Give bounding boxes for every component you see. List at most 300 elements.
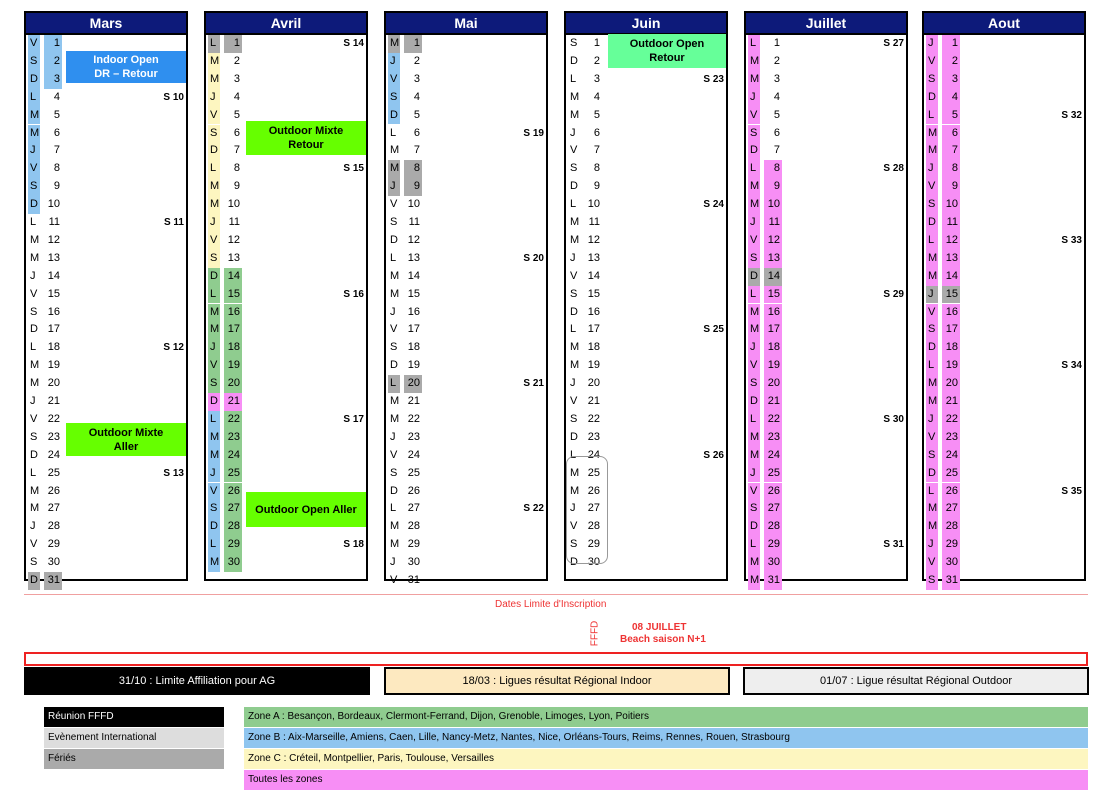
day-row [386, 196, 546, 214]
day-number: 17 [942, 321, 960, 339]
day-row [386, 304, 546, 322]
day-number: 23 [224, 429, 242, 447]
day-number: 20 [764, 375, 782, 393]
weekday-letter: M [28, 125, 40, 143]
day-row [566, 286, 726, 304]
day-number: 23 [587, 430, 600, 443]
day-row [746, 196, 906, 214]
day-number: 26 [764, 483, 782, 501]
weekday-letter: L [30, 341, 37, 354]
divider-line [24, 594, 1088, 595]
day-number: 17 [224, 321, 242, 339]
event-outdoor-mixte-aller [66, 423, 186, 456]
weekday-letter: J [208, 465, 220, 483]
week-number: S 28 [883, 163, 904, 175]
legend-toutes-zones: Toutes les zones [244, 770, 1088, 790]
day-number: 1 [593, 37, 600, 49]
weekday-letter: S [388, 89, 400, 107]
day-row [566, 339, 726, 357]
day-row [206, 214, 366, 232]
weekday-letter: M [570, 466, 580, 479]
weekday-letter: M [390, 395, 400, 407]
day-number: 28 [407, 520, 420, 533]
day-number: 22 [47, 412, 60, 425]
day-number: 11 [764, 214, 782, 232]
weekday-letter: J [570, 502, 576, 515]
day-row [746, 536, 906, 554]
day-row [566, 107, 726, 125]
day-number: 26 [942, 483, 960, 501]
weekday-letter: D [30, 323, 38, 336]
day-row [26, 178, 186, 196]
day-number: 29 [764, 536, 782, 554]
day-number: 21 [407, 395, 420, 407]
day-row [26, 196, 186, 214]
weekday-letter: L [208, 536, 220, 554]
day-row [924, 393, 1084, 411]
day-number: 5 [413, 108, 420, 121]
day-row [924, 71, 1084, 89]
weekday-letter: V [30, 412, 38, 425]
event-outdoor-open-retour [608, 34, 726, 68]
weekday-letter: M [30, 502, 40, 515]
day-number: 29 [407, 538, 420, 551]
weekday-letter: S [570, 37, 578, 49]
day-row [566, 411, 726, 429]
weekday-letter: M [390, 412, 400, 425]
day-row [746, 53, 906, 71]
weekday-letter: S [30, 305, 38, 318]
day-row [206, 393, 366, 411]
day-number: 18 [224, 339, 242, 357]
day-number: 22 [942, 411, 960, 429]
day-row [26, 125, 186, 143]
day-number: 25 [942, 465, 960, 483]
event-label: Aller [113, 440, 139, 453]
weekday-letter: J [570, 377, 576, 390]
day-row [924, 89, 1084, 107]
weekday-letter: V [570, 144, 578, 157]
box-regional-indoor: 18/03 : Ligues résultat Régional Indoor [384, 667, 730, 695]
weekday-letter: V [748, 107, 760, 125]
weekday-letter: L [390, 251, 397, 264]
weekday-letter: M [926, 393, 938, 411]
day-row [206, 375, 366, 393]
weekday-letter: S [748, 125, 760, 143]
weekday-letter: M [748, 321, 760, 339]
weekday-letter: V [208, 232, 220, 250]
weekday-letter: M [570, 359, 580, 372]
weekday-letter: D [748, 268, 760, 286]
weekday-letter: D [28, 196, 40, 214]
day-number: 15 [942, 286, 960, 304]
day-row [924, 554, 1084, 572]
weekday-letter: S [748, 500, 760, 518]
day-number: 2 [413, 54, 420, 67]
day-row [386, 500, 546, 518]
week-number: S 11 [163, 217, 184, 228]
red-outline-bar [24, 652, 1088, 666]
day-number: 31 [942, 572, 960, 590]
weekday-letter: S [926, 447, 938, 465]
fffd-label: FFFD [589, 620, 601, 647]
legend-zone-b: Zone B : Aix-Marseille, Amiens, Caen, Lille, Nancy-Metz, Nantes, Nice, Orléans-Tours, Reims, Rennes, Rouen, Strasbourg [244, 728, 1088, 748]
day-number: 2 [44, 53, 62, 71]
day-number: 14 [224, 268, 242, 286]
day-row [386, 483, 546, 501]
week-number: S 33 [1061, 234, 1082, 246]
day-number: 26 [587, 484, 600, 497]
week-number: S 13 [163, 467, 184, 479]
day-number: 27 [47, 502, 60, 515]
day-number: 7 [942, 142, 960, 160]
weekday-letter: L [570, 72, 577, 85]
weekday-letter: D [28, 71, 40, 89]
day-number: 14 [942, 268, 960, 286]
day-number: 6 [233, 126, 240, 139]
legend-zone-a: Zone A : Besançon, Bordeaux, Clermont-Ferrand, Dijon, Grenoble, Limoges, Lyon, Poitiers [244, 707, 1088, 727]
weekday-letter: J [208, 214, 220, 232]
day-row [206, 357, 366, 375]
day-number: 4 [773, 90, 780, 103]
weekday-letter: D [208, 142, 220, 160]
day-number: 1 [224, 35, 242, 53]
day-row [26, 500, 186, 518]
weekday-letter: V [30, 287, 38, 300]
day-number: 17 [587, 323, 600, 336]
month-title: Juillet [746, 13, 906, 35]
day-row [386, 429, 546, 447]
day-number: 26 [407, 484, 420, 497]
weekday-letter: S [208, 125, 220, 143]
day-number: 21 [587, 395, 600, 407]
day-number: 19 [224, 357, 242, 375]
day-row [26, 304, 186, 322]
day-row [746, 125, 906, 143]
weekday-letter: J [926, 286, 938, 304]
weekday-letter: D [926, 89, 938, 107]
week-number: S 23 [703, 73, 724, 85]
day-number: 3 [593, 72, 600, 85]
weekday-letter: S [570, 412, 578, 425]
weekday-letter: M [748, 71, 760, 89]
day-row [746, 411, 906, 429]
week-number: S 30 [883, 413, 904, 425]
weekday-letter: M [748, 196, 760, 214]
day-number: 9 [942, 178, 960, 196]
day-number: 29 [587, 538, 600, 551]
weekday-letter: D [570, 305, 578, 318]
day-row [386, 232, 546, 250]
day-row [206, 304, 366, 322]
day-number: 9 [53, 180, 60, 193]
month-title: Avril [206, 13, 366, 35]
week-number: S 29 [883, 288, 904, 300]
day-row [26, 483, 186, 501]
day-number: 22 [407, 412, 420, 425]
event-label: Outdoor Mixte [88, 426, 164, 439]
day-row [386, 536, 546, 554]
weekday-letter: D [570, 54, 578, 67]
weekday-letter: S [208, 500, 220, 518]
weekday-letter: D [570, 430, 578, 443]
month-title: Aout [924, 13, 1084, 35]
weekday-letter: V [388, 71, 400, 89]
day-number: 20 [404, 375, 422, 393]
day-number: 14 [47, 269, 60, 282]
day-row [386, 393, 546, 411]
weekday-letter: S [390, 216, 398, 228]
day-number: 15 [587, 287, 600, 300]
event-label: Outdoor Open Aller [255, 503, 357, 516]
event-outdoor-open-aller [246, 492, 366, 527]
legend-evenement: Evènement International [44, 728, 224, 748]
weekday-letter: M [388, 160, 400, 178]
weekday-letter: M [30, 233, 40, 246]
day-number: 12 [47, 233, 60, 246]
day-number: 6 [942, 125, 960, 143]
weekday-letter: L [208, 160, 220, 178]
day-row [386, 286, 546, 304]
day-number: 10 [407, 198, 420, 211]
weekday-letter: J [388, 178, 400, 196]
day-number: 30 [47, 556, 60, 569]
day-number: 31 [764, 572, 782, 590]
day-row [26, 321, 186, 339]
day-number: 29 [224, 536, 242, 554]
day-number: 8 [233, 162, 240, 175]
weekday-letter: S [570, 162, 578, 175]
weekday-letter: S [28, 178, 40, 196]
day-number: 19 [47, 359, 60, 372]
day-number: 16 [407, 305, 420, 318]
weekday-letter: V [570, 395, 578, 407]
weekday-letter: M [926, 125, 938, 143]
day-row [206, 429, 366, 447]
day-row [386, 518, 546, 536]
day-number: 15 [47, 287, 60, 300]
day-row [26, 268, 186, 286]
day-number: 30 [407, 556, 420, 569]
weekday-letter: V [28, 160, 40, 178]
day-row [746, 500, 906, 518]
weekday-letter: V [570, 520, 578, 533]
day-row [386, 125, 546, 143]
day-number: 17 [407, 323, 420, 336]
weekday-letter: L [926, 357, 938, 375]
day-row [566, 196, 726, 214]
day-row [924, 196, 1084, 214]
weekday-letter: J [28, 142, 40, 160]
day-row [566, 393, 726, 411]
day-row [386, 107, 546, 125]
weekday-letter: M [208, 304, 220, 322]
weekday-letter: L [208, 286, 220, 304]
day-number: 30 [587, 556, 600, 569]
weekday-letter: D [748, 518, 760, 536]
beach-text: Beach saison N+1 [620, 634, 706, 645]
day-number: 11 [228, 216, 240, 228]
week-number: S 24 [703, 199, 724, 211]
weekday-letter: D [30, 448, 38, 461]
day-row [924, 518, 1084, 536]
day-number: 6 [773, 126, 780, 139]
day-number: 13 [47, 251, 60, 264]
box-regional-outdoor: 01/07 : Ligue résultat Régional Outdoor [743, 667, 1089, 695]
day-number: 7 [413, 144, 420, 157]
day-number: 23 [407, 430, 420, 443]
weekday-letter: D [926, 465, 938, 483]
day-number: 13 [227, 251, 240, 264]
weekday-letter: D [208, 393, 220, 411]
day-number: 8 [404, 160, 422, 178]
weekday-letter: M [748, 178, 760, 196]
weekday-letter: J [30, 269, 36, 282]
weekday-letter: L [926, 232, 938, 250]
day-row [746, 232, 906, 250]
weekday-letter: J [926, 35, 938, 53]
day-row [746, 321, 906, 339]
day-row [386, 250, 546, 268]
day-number: 22 [224, 411, 242, 429]
day-number: 4 [233, 90, 240, 103]
day-row [206, 554, 366, 572]
weekday-letter: V [208, 483, 220, 501]
weekday-letter: M [388, 35, 400, 53]
day-row [924, 268, 1084, 286]
day-row [26, 214, 186, 232]
weekday-letter: J [208, 339, 220, 357]
day-row [386, 71, 546, 89]
day-number: 11 [942, 214, 960, 232]
weekday-letter: M [28, 107, 40, 125]
day-number: 24 [587, 448, 600, 461]
week-number: S 25 [703, 324, 724, 336]
day-row [206, 35, 366, 53]
weekday-letter: M [748, 447, 760, 465]
day-row [924, 465, 1084, 483]
day-number: 10 [587, 198, 600, 211]
day-row [924, 321, 1084, 339]
day-number: 23 [764, 429, 782, 447]
weekday-letter: J [208, 89, 220, 107]
day-row [206, 339, 366, 357]
day-row [206, 447, 366, 465]
day-row [386, 268, 546, 286]
day-row [26, 554, 186, 572]
week-number: S 16 [343, 288, 364, 300]
day-number: 4 [593, 90, 600, 103]
day-row [924, 53, 1084, 71]
week-number: S 12 [163, 342, 184, 354]
day-row [386, 447, 546, 465]
weekday-letter: M [570, 341, 580, 354]
day-row [386, 214, 546, 232]
day-row [746, 214, 906, 232]
day-number: 3 [44, 71, 62, 89]
weekday-letter: S [28, 53, 40, 71]
day-row [206, 411, 366, 429]
weekday-letter: M [208, 178, 220, 196]
weekday-letter: M [748, 429, 760, 447]
day-row [386, 572, 546, 590]
box-affiliation: 31/10 : Limite Affiliation pour AG [24, 667, 370, 695]
day-row [386, 465, 546, 483]
day-row [746, 465, 906, 483]
day-number: 12 [407, 233, 420, 246]
weekday-letter: J [390, 556, 396, 569]
event-label: DR – Retour [94, 68, 158, 80]
day-row [746, 375, 906, 393]
day-number: 7 [773, 144, 780, 157]
weekday-letter: M [208, 53, 220, 71]
weekday-letter: J [570, 126, 576, 139]
day-number: 28 [224, 518, 242, 536]
weekday-letter: V [570, 269, 578, 282]
day-number: 7 [53, 144, 60, 157]
weekday-letter: M [926, 518, 938, 536]
day-number: 21 [47, 395, 60, 407]
day-number: 9 [764, 178, 782, 196]
day-row [924, 411, 1084, 429]
day-number: 15 [224, 286, 242, 304]
day-number: 20 [224, 375, 242, 393]
weekday-letter: M [926, 268, 938, 286]
day-number: 16 [47, 305, 60, 318]
day-row [746, 268, 906, 286]
day-number: 25 [47, 466, 60, 479]
day-number: 5 [233, 108, 240, 121]
day-row [746, 304, 906, 322]
day-number: 9 [233, 180, 240, 193]
day-row [206, 196, 366, 214]
day-number: 16 [942, 304, 960, 322]
day-row [566, 268, 726, 286]
day-row [746, 483, 906, 501]
day-number: 16 [587, 305, 600, 318]
weekday-letter: D [748, 142, 760, 160]
weekday-letter: M [208, 71, 220, 89]
weekday-letter: M [748, 554, 760, 572]
weekday-letter: V [390, 448, 398, 461]
weekday-letter: V [926, 429, 938, 447]
weekday-letter: S [570, 538, 578, 551]
day-number: 30 [942, 554, 960, 572]
week-number: S 27 [883, 38, 904, 49]
day-number: 8 [593, 162, 600, 175]
day-row [566, 429, 726, 447]
day-row [924, 125, 1084, 143]
day-row [386, 339, 546, 357]
week-number: S 10 [163, 91, 184, 103]
weekday-letter: J [388, 53, 400, 71]
day-number: 1 [44, 35, 62, 53]
day-row [566, 250, 726, 268]
day-row [924, 483, 1084, 501]
weekday-letter: M [570, 484, 580, 497]
day-row [746, 429, 906, 447]
deadlines-label: Dates Limite d'Inscription [495, 599, 607, 610]
day-row [566, 321, 726, 339]
weekday-letter: D [388, 107, 400, 125]
weekday-letter: S [748, 250, 760, 268]
weekday-letter: L [570, 448, 577, 461]
weekday-letter: S [570, 287, 578, 300]
day-row [26, 518, 186, 536]
day-row [26, 339, 186, 357]
day-number: 29 [942, 536, 960, 554]
day-number: 19 [587, 359, 600, 372]
